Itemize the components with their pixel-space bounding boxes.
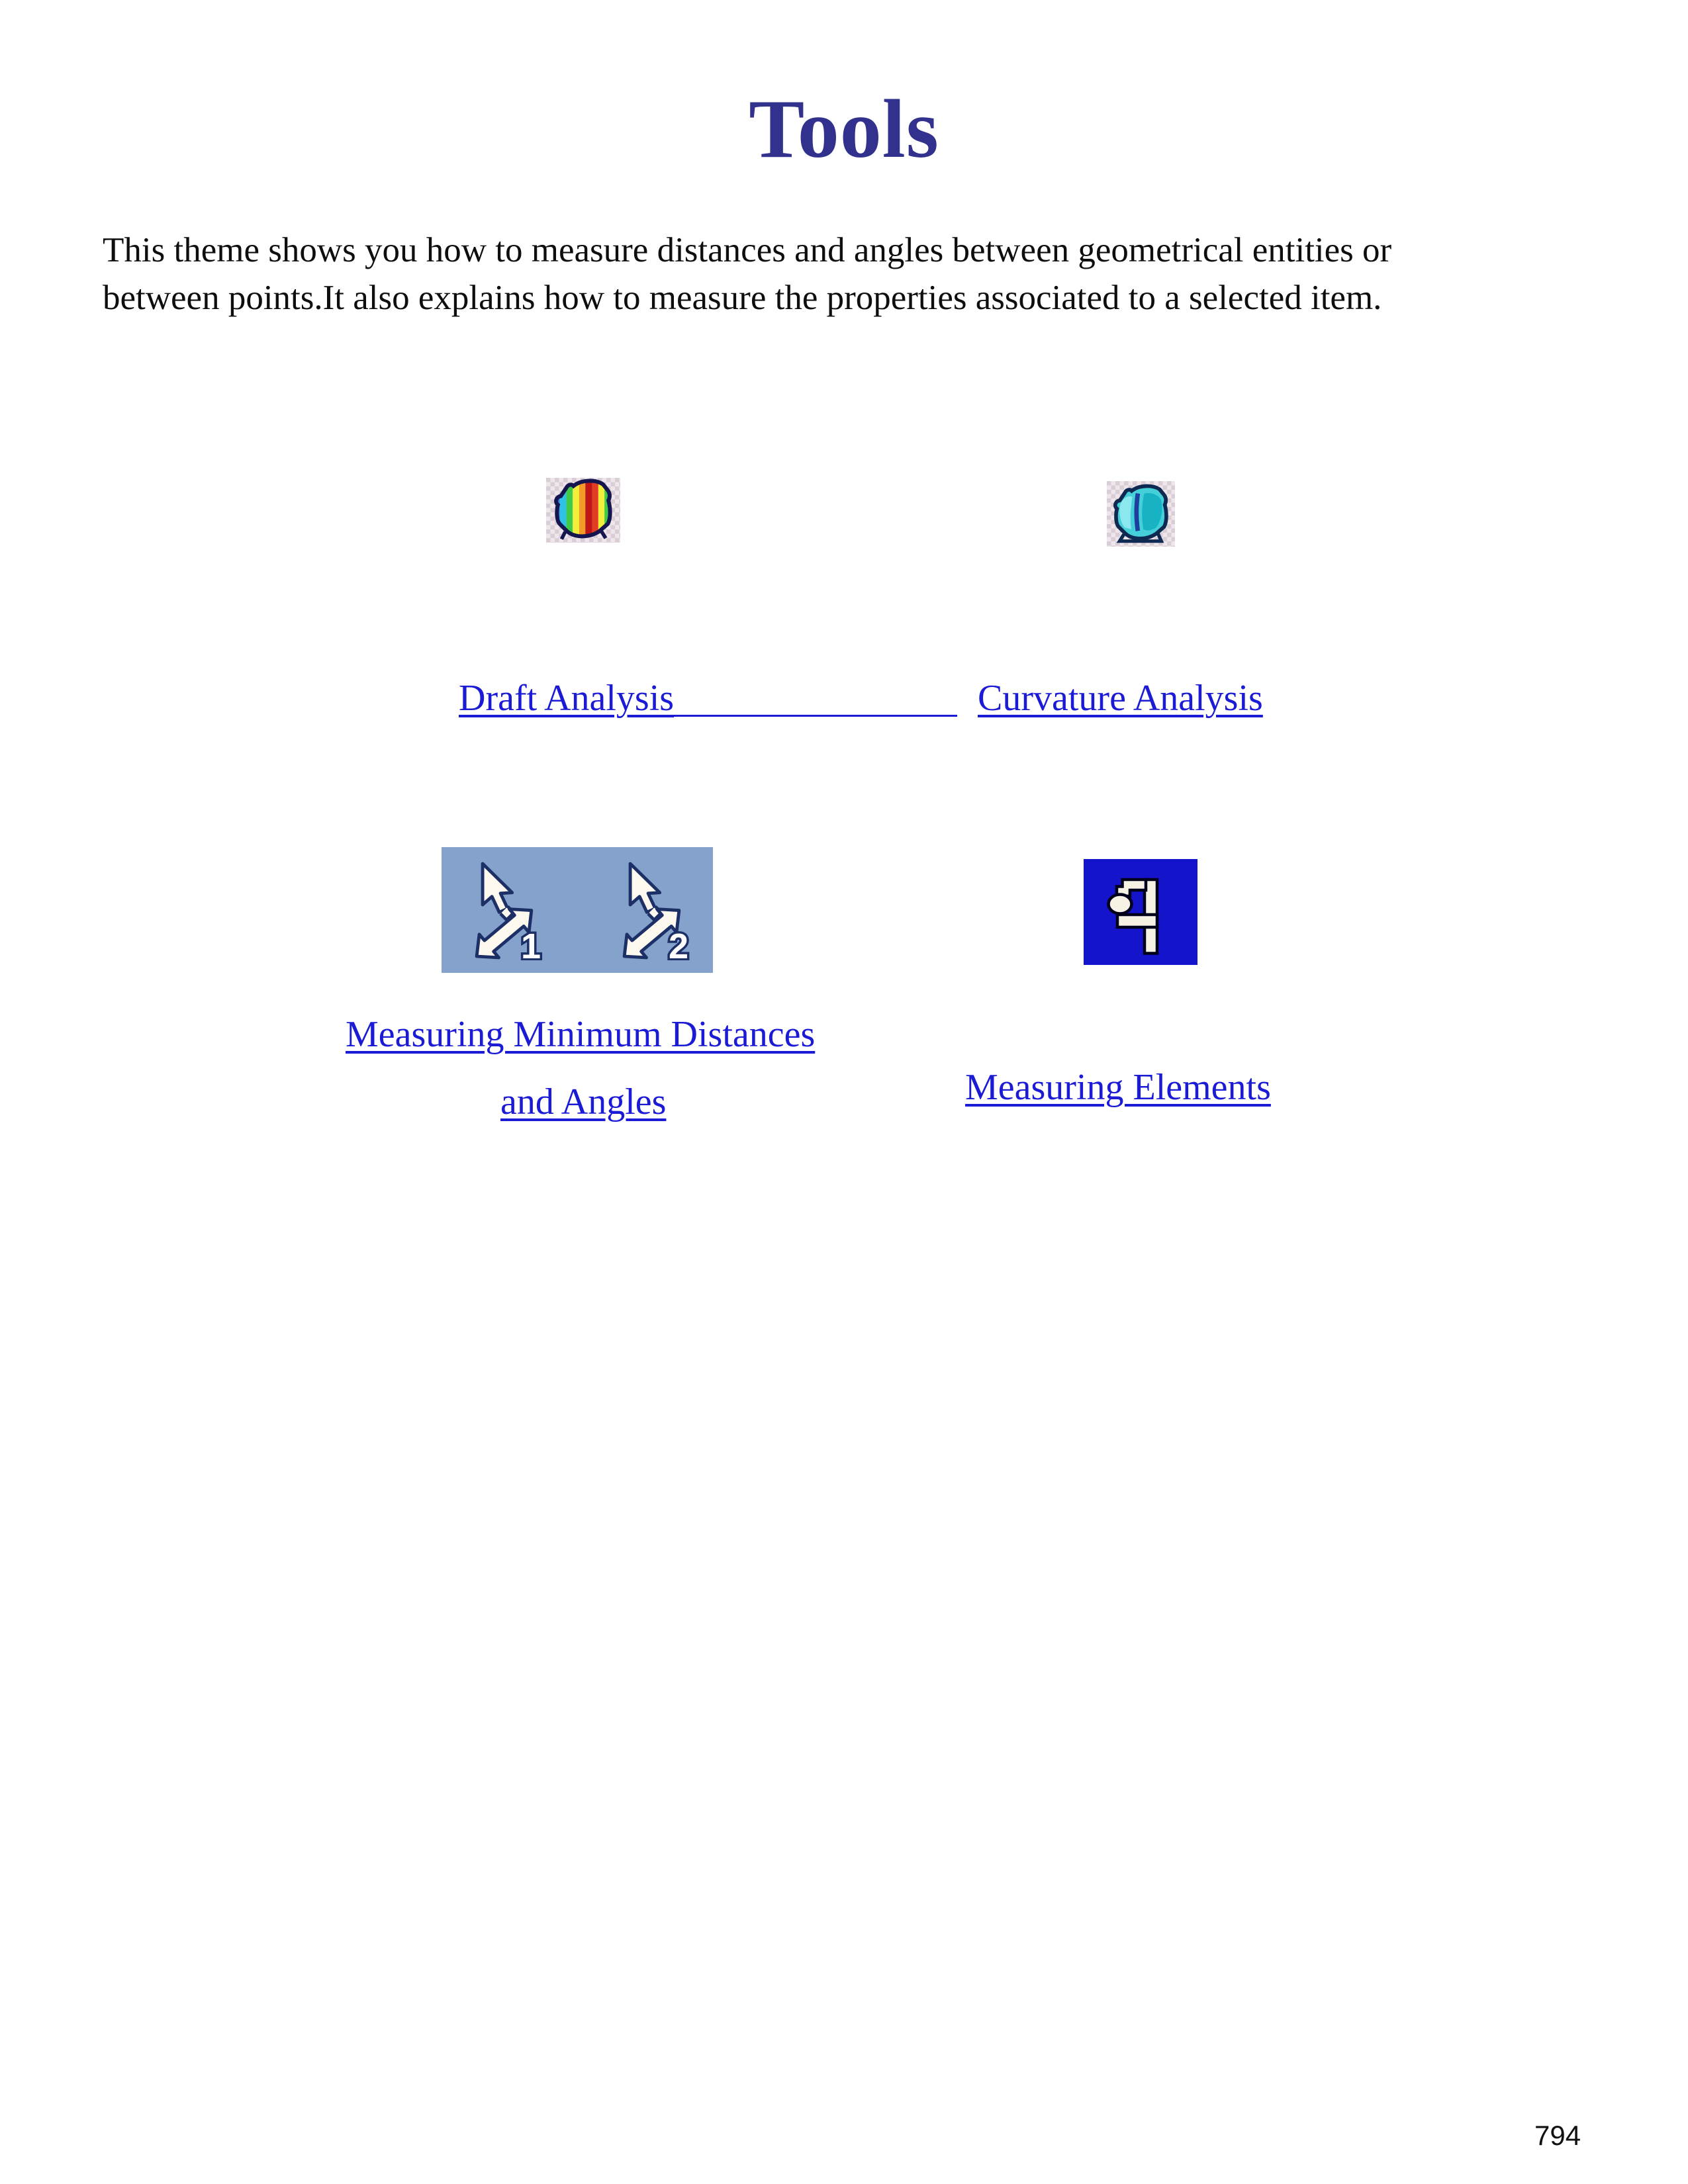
measure-distances-panel (442, 847, 713, 973)
measure-distance-2-icon[interactable] (607, 856, 696, 960)
curvature-analysis-icon[interactable] (1107, 481, 1175, 547)
draft-analysis-icon[interactable] (546, 478, 620, 543)
page-number: 794 (1534, 2120, 1581, 2151)
page-title: Tools (749, 83, 939, 175)
draft-analysis-link-label: Draft Analysis (459, 678, 675, 719)
curvature-analysis-link[interactable]: Curvature Analysis (978, 678, 1263, 719)
measuring-min-distances-link-line2[interactable]: and Angles (500, 1081, 667, 1122)
measure-badge-2: 2 (668, 927, 689, 960)
caliper-glyph (1084, 859, 1197, 965)
measure-distance-1-icon[interactable] (459, 856, 549, 960)
measuring-elements-icon[interactable] (1084, 859, 1197, 965)
measuring-min-distances-link-line1[interactable]: Measuring Minimum Distances (346, 1014, 816, 1055)
intro-paragraph: This theme shows you how to measure distances and angles between geometrical entities or between points.It also explains how to measure the properties associated to a selected item. (103, 231, 1392, 317)
cyan-surface-glyph (1107, 481, 1175, 547)
draft-analysis-link[interactable] (459, 675, 957, 721)
rainbow-surface-glyph (546, 478, 620, 543)
underline-extension (674, 715, 957, 717)
measuring-elements-link[interactable]: Measuring Elements (965, 1067, 1271, 1108)
measure-badge-1: 1 (520, 927, 541, 960)
